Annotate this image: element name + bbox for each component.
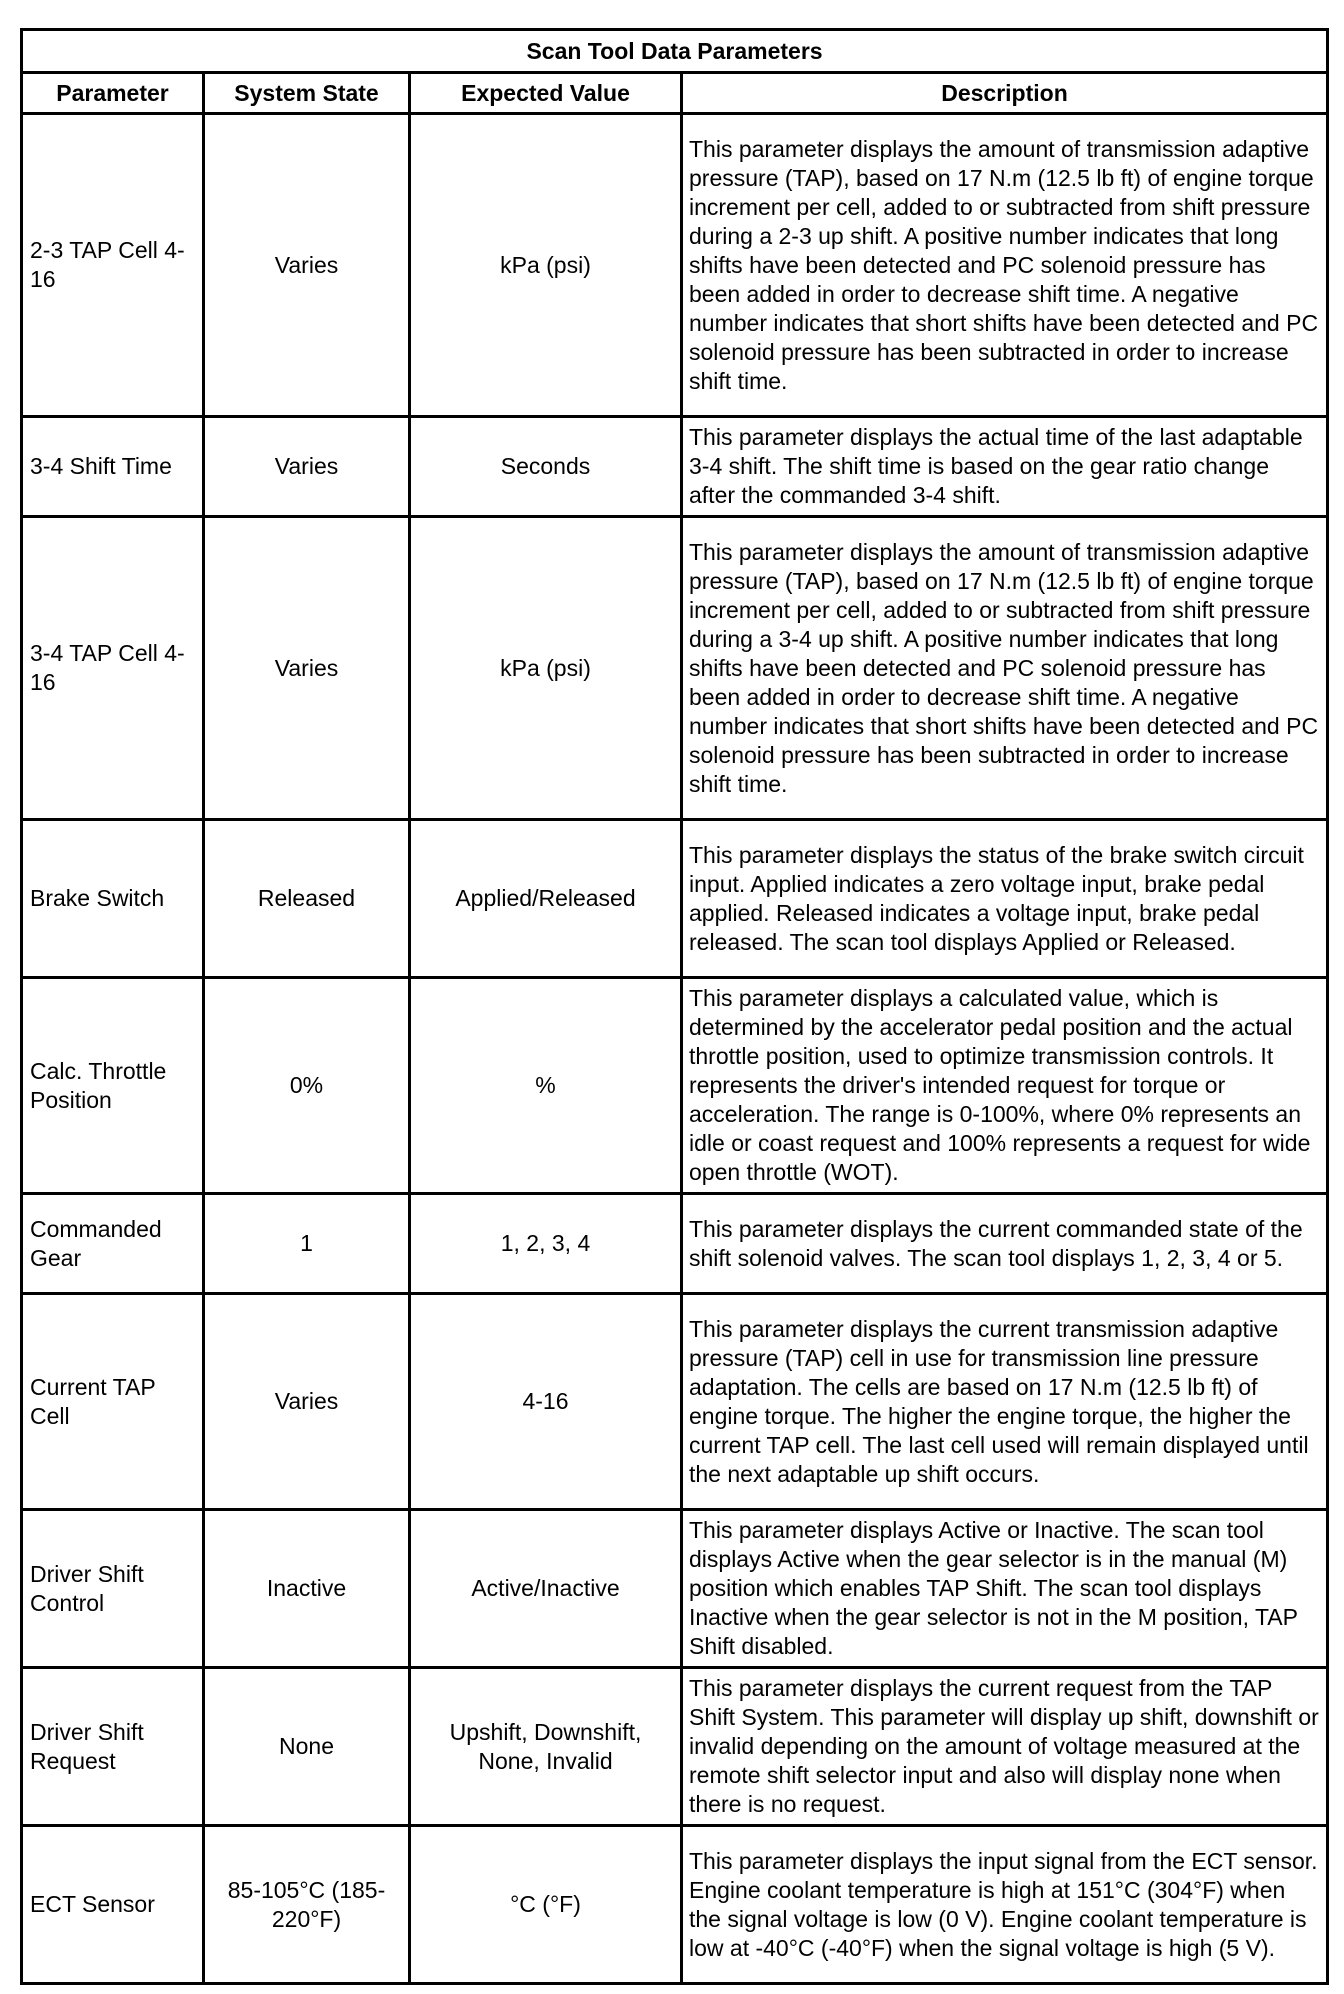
cell-parameter: 2-3 TAP Cell 4-16 xyxy=(22,114,204,417)
table-row xyxy=(22,1194,1328,1294)
cell-system-state: Varies xyxy=(204,517,410,820)
cell-parameter: 3-4 Shift Time xyxy=(22,417,204,517)
cell-expected-value: kPa (psi) xyxy=(410,517,682,820)
cell-system-state: Varies xyxy=(204,417,410,517)
table-row xyxy=(22,1826,1328,1984)
cell-expected-value: Seconds xyxy=(410,417,682,517)
cell-description: This parameter displays the current transmission adaptive pressure (TAP) cell in use for transmission line pressure adaptation. The cells are based on 17 N.m (12.5 lb ft) of engine torque. The higher the engine torque, the higher the current TAP cell. The last cell used will remain displayed until the next adaptable up shift occurs. xyxy=(682,1294,1328,1510)
table-row xyxy=(22,1294,1328,1510)
cell-description: This parameter displays the input signal from the ECT sensor. Engine coolant temperature is high at 151°C (304°F) when the signal voltage is low (0 V). Engine coolant temperature is low at -40°C (-40°F) when the signal voltage is high (5 V). xyxy=(682,1826,1328,1984)
cell-expected-value: Upshift, Downshift, None, Invalid xyxy=(410,1668,682,1826)
table-row xyxy=(22,517,1328,820)
cell-description: This parameter displays the status of the brake switch circuit input. Applied indicates a zero voltage input, brake pedal applied. Released indicates a voltage input, brake pedal released. The scan tool displays Applied or Released. xyxy=(682,820,1328,978)
table-row xyxy=(22,114,1328,417)
cell-expected-value: Applied/Released xyxy=(410,820,682,978)
cell-system-state: 85-105°C (185-220°F) xyxy=(204,1826,410,1984)
cell-description: This parameter displays the amount of transmission adaptive pressure (TAP), based on 17 N.m (12.5 lb ft) of engine torque increment per cell, added to or subtracted from shift pressure during a 3-4 up shift. A positive number indicates that long shifts have been detected and PC solenoid pressure has been added in order to decrease shift time. A negative number indicates that short shifts have been detected and PC solenoid pressure has been subtracted in order to increase shift time. xyxy=(682,517,1328,820)
cell-system-state: 1 xyxy=(204,1194,410,1294)
table-header-row xyxy=(22,73,1328,114)
cell-expected-value: 4-16 xyxy=(410,1294,682,1510)
cell-expected-value: kPa (psi) xyxy=(410,114,682,417)
table-row xyxy=(22,417,1328,517)
cell-expected-value: % xyxy=(410,978,682,1194)
header-parameter: Parameter xyxy=(22,73,204,114)
table-title-row xyxy=(22,30,1328,73)
cell-system-state: 0% xyxy=(204,978,410,1194)
cell-expected-value: Active/Inactive xyxy=(410,1510,682,1668)
table-title: Scan Tool Data Parameters xyxy=(22,30,1328,73)
cell-parameter: ECT Sensor xyxy=(22,1826,204,1984)
cell-system-state: Released xyxy=(204,820,410,978)
cell-description: This parameter displays the current commanded state of the shift solenoid valves. The scan tool displays 1, 2, 3, 4 or 5. xyxy=(682,1194,1328,1294)
cell-parameter: Calc. Throttle Position xyxy=(22,978,204,1194)
cell-parameter: Driver Shift Request xyxy=(22,1668,204,1826)
header-expected-value: Expected Value xyxy=(410,73,682,114)
cell-description: This parameter displays the actual time of the last adaptable 3-4 shift. The shift time is based on the gear ratio change after the commanded 3-4 shift. xyxy=(682,417,1328,517)
cell-system-state: Varies xyxy=(204,1294,410,1510)
cell-description: This parameter displays the amount of transmission adaptive pressure (TAP), based on 17 N.m (12.5 lb ft) of engine torque increment per cell, added to or subtracted from shift pressure during a 2-3 up shift. A positive number indicates that long shifts have been detected and PC solenoid pressure has been added in order to decrease shift time. A negative number indicates that short shifts have been detected and PC solenoid pressure has been subtracted in order to increase shift time. xyxy=(682,114,1328,417)
cell-parameter: Current TAP Cell xyxy=(22,1294,204,1510)
table-row xyxy=(22,978,1328,1194)
table-row xyxy=(22,1510,1328,1668)
cell-system-state: Inactive xyxy=(204,1510,410,1668)
header-system-state: System State xyxy=(204,73,410,114)
header-description: Description xyxy=(682,73,1328,114)
scan-tool-data-table xyxy=(20,28,1329,1985)
cell-description: This parameter displays the current request from the TAP Shift System. This parameter will display up shift, downshift or invalid depending on the amount of voltage measured at the remote shift selector input and also will display none when there is no request. xyxy=(682,1668,1328,1826)
cell-system-state: Varies xyxy=(204,114,410,417)
cell-parameter: 3-4 TAP Cell 4-16 xyxy=(22,517,204,820)
cell-description: This parameter displays Active or Inactive. The scan tool displays Active when the gear selector is in the manual (M) position which enables TAP Shift. The scan tool displays Inactive when the gear selector is not in the M position, TAP Shift disabled. xyxy=(682,1510,1328,1668)
cell-parameter: Driver Shift Control xyxy=(22,1510,204,1668)
cell-expected-value: 1, 2, 3, 4 xyxy=(410,1194,682,1294)
cell-parameter: Commanded Gear xyxy=(22,1194,204,1294)
table-row xyxy=(22,820,1328,978)
cell-parameter: Brake Switch xyxy=(22,820,204,978)
cell-description: This parameter displays a calculated value, which is determined by the accelerator pedal position and the actual throttle position, used to optimize transmission controls. It represents the driver's intended request for torque or acceleration. The range is 0-100%, where 0% represents an idle or coast request and 100% represents a request for wide open throttle (WOT). xyxy=(682,978,1328,1194)
cell-system-state: None xyxy=(204,1668,410,1826)
cell-expected-value: °C (°F) xyxy=(410,1826,682,1984)
table-row xyxy=(22,1668,1328,1826)
